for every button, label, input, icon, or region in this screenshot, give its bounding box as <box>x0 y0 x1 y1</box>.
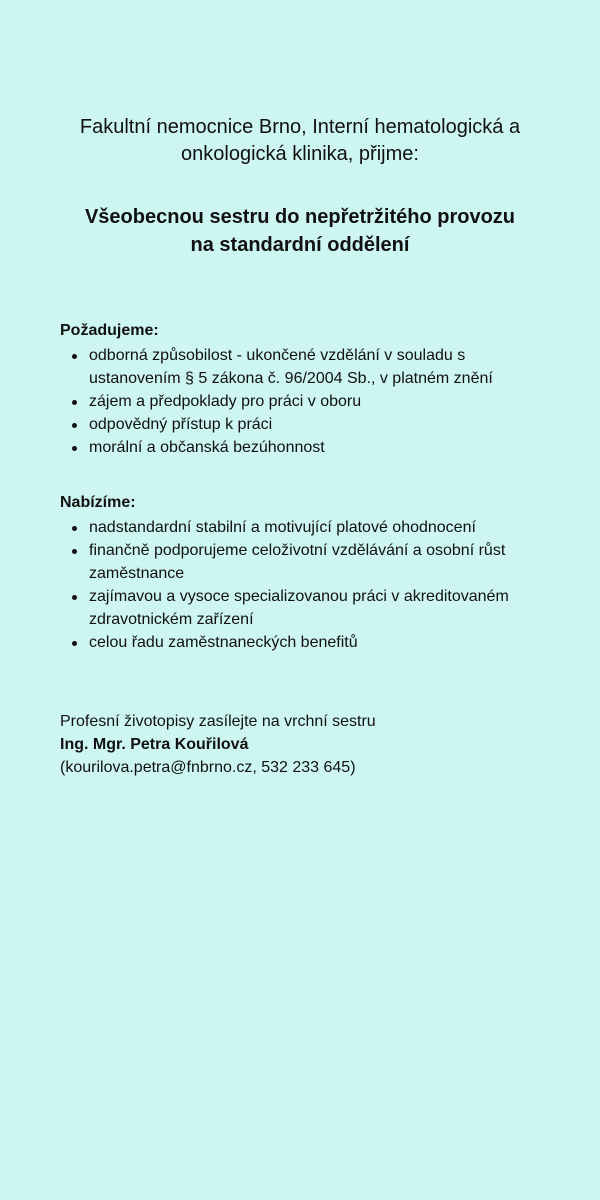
list-item: zájem a předpoklady pro práci v oboru <box>89 390 548 413</box>
intro-text <box>40 114 560 168</box>
offer-heading: Nabízíme: <box>60 494 136 511</box>
requirements-heading: Požadujeme: <box>60 322 159 339</box>
list-item: odpovědný přístup k práci <box>89 413 548 436</box>
contact-section <box>60 710 548 779</box>
intro-line-1: Fakultní nemocnice Brno, Interní hematologická a <box>79 116 521 138</box>
position-title-line-1: Všeobecnou sestru do nepřetržitého provozu <box>84 206 516 228</box>
offer-list <box>60 516 548 654</box>
contact-intro: Profesní životopisy zasílejte na vrchní sestru <box>60 713 376 730</box>
list-item: morální a občanská bezúhonnost <box>89 436 548 459</box>
list-item: finančně podporujeme celoživotní vzdělávání a osobní růst zaměstnance <box>89 539 548 585</box>
position-title-line-2: na standardní oddělení <box>190 234 410 256</box>
contact-name: Ing. Mgr. Petra Kouřilová <box>60 736 249 753</box>
list-item: odborná způsobilost - ukončené vzdělání v souladu s ustanovením § 5 zákona č. 96/2004 Sb., v platném znění <box>89 344 548 390</box>
list-item: nadstandardní stabilní a motivující platové ohodnocení <box>89 516 548 539</box>
contact-details: (kourilova.petra@fnbrno.cz, 532 233 645) <box>60 759 356 776</box>
intro-line-2: onkologická klinika, přijme: <box>181 143 419 165</box>
requirements-list <box>60 344 548 459</box>
list-item: zajímavou a vysoce specializovanou práci v akreditovaném zdravotnickém zařízení <box>89 585 548 631</box>
position-title <box>40 203 560 259</box>
list-item: celou řadu zaměstnaneckých benefitů <box>89 631 548 654</box>
requirements-section <box>60 320 548 459</box>
offer-section <box>60 492 548 654</box>
